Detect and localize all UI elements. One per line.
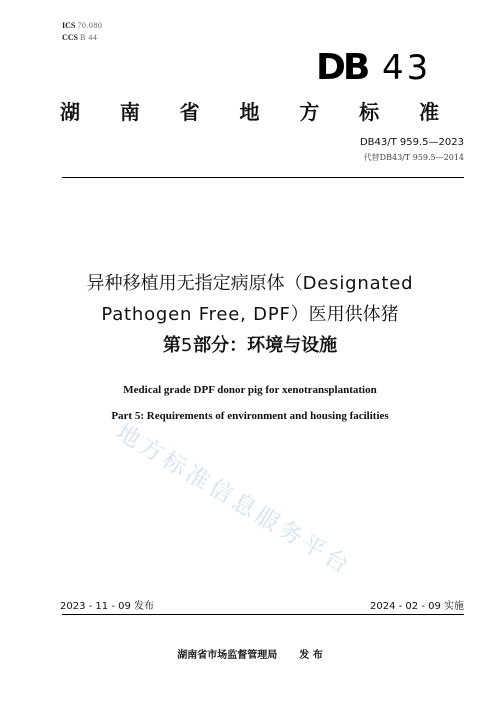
issuer-name: 湖南省市场监督管理局 xyxy=(177,650,278,661)
bottom-divider xyxy=(62,614,464,615)
chinese-title xyxy=(40,268,460,361)
chinese-title-text: 第 xyxy=(162,335,181,356)
standard-type-char: 标 xyxy=(359,100,381,124)
ics-value: 70.080 xyxy=(77,21,103,30)
classification-codes xyxy=(62,20,102,44)
issuer-action: 发 布 xyxy=(299,650,323,661)
ccs-label: CCS xyxy=(62,33,79,42)
chinese-title-line-1 xyxy=(40,268,460,299)
db-logo-number: 43 xyxy=(382,48,432,88)
chinese-title-part-number: 5 xyxy=(180,335,194,356)
chinese-title-text: ）医用供体猪 xyxy=(290,304,399,325)
standard-type-char: 南 xyxy=(119,100,141,124)
watermark-text: 地方标准信息服务平台 xyxy=(111,419,357,581)
chinese-title-latin: Designated xyxy=(302,273,414,294)
replaces-note: 代替DB43/T 959.5—2014 xyxy=(363,153,464,162)
standard-number: DB43/T 959.5—2023 xyxy=(359,137,464,148)
chinese-title-line-3 xyxy=(40,330,460,361)
chinese-title-text: 部分：环境与设施 xyxy=(193,335,338,356)
ccs-line xyxy=(62,32,102,44)
ccs-value: B 44 xyxy=(80,33,98,42)
ics-label: ICS xyxy=(62,21,76,30)
standard-type-heading xyxy=(60,96,440,125)
issue-date: 2023 - 11 - 09 发布 xyxy=(60,601,155,612)
db-logo-letters: DB xyxy=(316,47,368,88)
standard-type-char: 省 xyxy=(179,100,201,124)
implementation-date: 2024 - 02 - 09 实施 xyxy=(369,601,464,612)
standard-type-char: 湖 xyxy=(60,100,81,124)
top-divider xyxy=(62,177,464,178)
issuer-line xyxy=(0,646,500,661)
chinese-title-latin: Pathogen Free, DPF xyxy=(101,304,291,325)
chinese-title-text: 异种移植用无指定病原体（ xyxy=(86,273,303,294)
standard-type-char: 准 xyxy=(418,100,440,124)
standard-type-char: 地 xyxy=(239,100,261,124)
standard-type-char: 方 xyxy=(299,100,321,124)
ics-line xyxy=(62,20,102,32)
english-title xyxy=(40,377,460,429)
db-logo xyxy=(316,46,432,88)
english-title-line-2: Part 5: Requirements of environment and housing facilities xyxy=(111,410,389,422)
chinese-title-line-2 xyxy=(40,299,460,330)
english-title-line-1: Medical grade DPF donor pig for xenotransplantation xyxy=(123,384,377,396)
